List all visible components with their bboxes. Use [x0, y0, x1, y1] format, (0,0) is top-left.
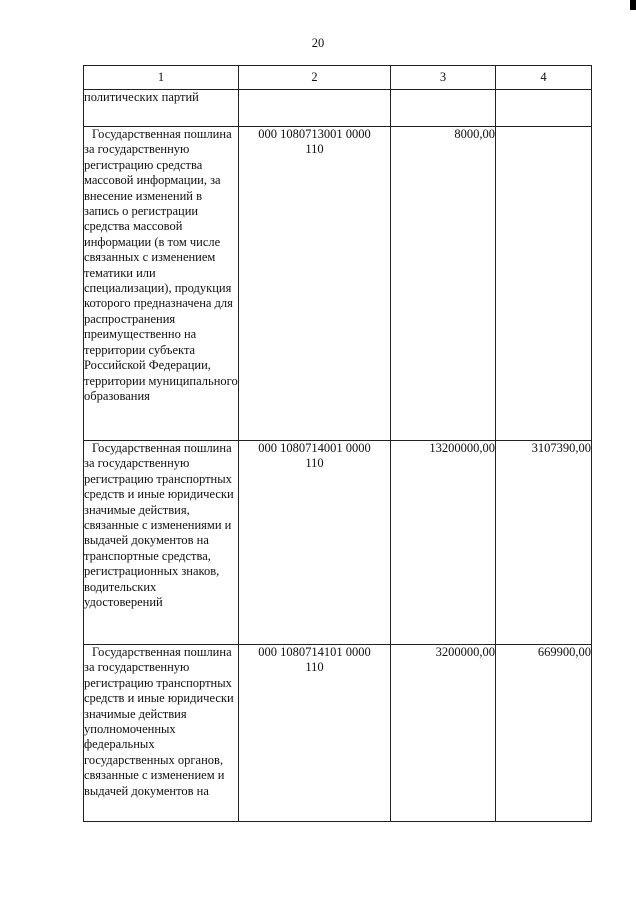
column-header-1: 1 [84, 66, 239, 90]
row-code-line2: 110 [305, 142, 324, 157]
column-header-4: 4 [496, 66, 592, 90]
scan-corner-mark [630, 0, 636, 10]
row-code-cell [239, 645, 391, 822]
row-actual-cell [496, 90, 592, 127]
row-planned-cell [391, 90, 496, 127]
table-header-row [84, 66, 592, 90]
row-code-cell [239, 441, 391, 645]
row-planned-cell: 8000,00 [391, 127, 496, 441]
row-code-line2: 110 [305, 456, 324, 471]
row-actual-cell: 3107390,00 [496, 441, 592, 645]
table-row [84, 645, 592, 822]
table-row [84, 441, 592, 645]
column-header-3: 3 [391, 66, 496, 90]
table-row [84, 127, 592, 441]
row-actual-cell [496, 127, 592, 441]
row-name-cell [84, 127, 239, 441]
page-number: 20 [311, 36, 325, 50]
row-code-line1: 000 1080714101 0000 [258, 645, 371, 659]
row-actual-cell: 669900,00 [496, 645, 592, 822]
row-planned-cell: 13200000,00 [391, 441, 496, 645]
row-name-cell: политических партий [84, 90, 239, 127]
column-header-2: 2 [239, 66, 391, 90]
row-code-cell [239, 90, 391, 127]
row-name-cell [84, 645, 239, 822]
row-name-text: Государственная пошлина за государственную регистрацию средства массовой информации, за внесение изменений в запись о регистрации средства массовой информации (в том числе связанных с изменением тематики или специализации), продукция которого предназначена для распространения преимущественно на территории субъекта Российской Федерации, территории муниципального образования [84, 127, 238, 403]
row-code-line1: 000 1080713001 0000 [258, 127, 371, 141]
row-name-text: Государственная пошлина за государственную регистрацию транспортных средств и иные юридически значимые действия уполномоченных федеральных государственных органов, связанные с изменением и выдачей документов на [84, 645, 234, 798]
revenue-table [83, 65, 592, 822]
row-name-cell [84, 441, 239, 645]
row-code-cell [239, 127, 391, 441]
row-code-line1: 000 1080714001 0000 [258, 441, 371, 455]
row-name-text: Государственная пошлина за государственную регистрацию транспортных средств и иные юридически значимые действия, связанные с изменениями и выдачей документов на транспортные средства, регистрационных знаков, водительских удостоверений [84, 441, 234, 610]
table-row-continuation [84, 90, 592, 127]
row-code-line2: 110 [305, 660, 324, 675]
row-planned-cell: 3200000,00 [391, 645, 496, 822]
